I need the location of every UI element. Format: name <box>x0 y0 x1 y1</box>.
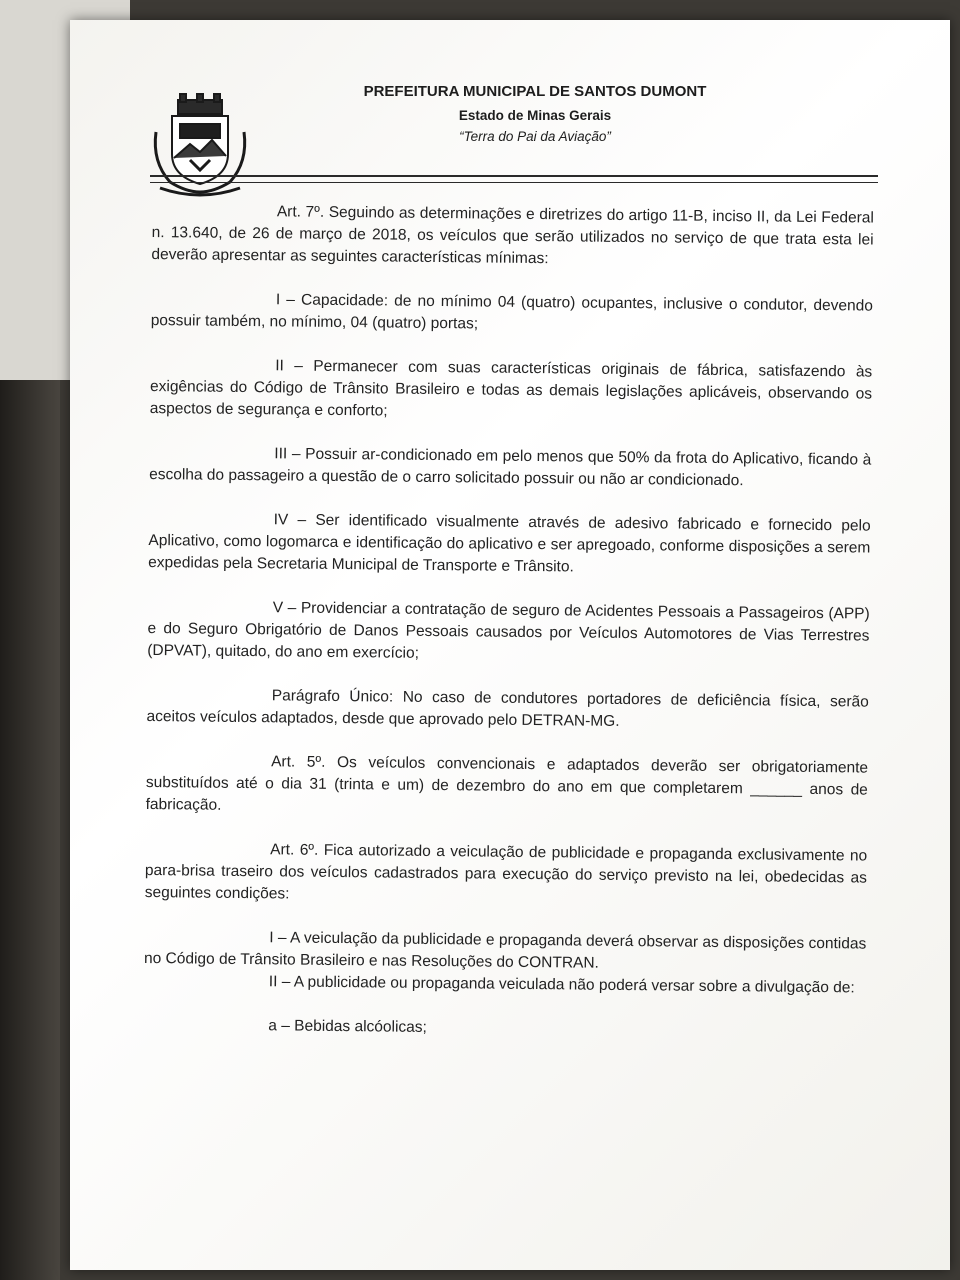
item-i-paragraph: I – Capacidade: de no mínimo 04 (quatro) ocupantes, inclusive o condutor, devendo possuir também, no mínimo, 04 (quatro) portas; <box>150 291 878 333</box>
item-iii-paragraph: III – Possuir ar-condicionado em pelo menos que 50% da frota do Aplicativo, ficando à escolha do passageiro a questão de o carro solicitado possuir ou não ar condicionado. <box>149 445 876 490</box>
art-5-paragraph: Art. 5º. Os veículos convencionais e adaptados deverão ser obrigatoriamente substituídos até o dia 31 (trinta e um) de dezembro do ano em que completarem ______ anos de fabricação. <box>145 753 873 814</box>
header-divider-thin <box>150 182 878 183</box>
municipality-title: PREFEITURA MUNICIPAL DE SANTOS DUMONT <box>363 83 707 100</box>
item-v-paragraph: V – Providenciar a contratação de seguro de Acidentes Pessoais a Passageiros (APP) e do Seguro Obrigatório de Danos Pessoais causados por Veículos Automotores de Vias Terrestres (DPVAT), quitado, do ano em exercício; <box>147 599 875 662</box>
item-a-paragraph: a – Bebidas alcóolicas; <box>268 1017 427 1036</box>
document-page <box>70 20 950 1270</box>
document-body <box>143 200 879 1066</box>
art-7-paragraph: Art. 7º. Seguindo as determinações e diretrizes do artigo 11-B, inciso II, da Lei Federal n. 13.640, de 26 de março de 2018, os veículos que serão utilizados no serviço de que trata esta lei deverão apresentar as seguintes características mínimas: <box>151 203 879 268</box>
item-ii-paragraph: II – Permanecer com suas características originais de fábrica, satisfazendo às exigências do Código de Trânsito Brasileiro e todas as demais legislações aplicáveis, observando os aspectos de segurança e conforto; <box>149 357 877 420</box>
document-header <box>320 82 750 144</box>
art-6-item-ii-paragraph: II – A publicidade ou propaganda veiculada não poderá versar sobre a divulgação de: <box>268 973 855 997</box>
municipal-coat-of-arms-icon <box>150 92 250 202</box>
single-paragraph: Parágrafo Único: No caso de condutores portadores de deficiência física, serão aceitos veículos adaptados, desde que aprovado pelo DETRAN-MG. <box>146 687 874 730</box>
city-motto: “Terra do Pai da Aviação” <box>459 129 611 144</box>
item-iv-paragraph: IV – Ser identificado visualmente através de adesivo fabricado e fornecido pelo Aplicativo, como logomarca e identificação do aplicativo e ser apregoado, conforme disposições a serem expedidas pela Secretaria Municipal de Transporte e Trânsito. <box>148 511 875 576</box>
state-name: Estado de Minas Gerais <box>458 108 612 123</box>
header-divider <box>150 175 878 177</box>
art-6-paragraph: Art. 6º. Fica autorizado a veiculação de publicidade e propaganda exclusivamente no para-brisa traseiro dos veículos cadastrados para execução do serviço previsto na lei, obedecidas as seguintes condições: <box>144 841 872 903</box>
art-6-item-i-paragraph: I – A veiculação da publicidade e propaganda deverá observar as disposições contidas no Código de Trânsito Brasileiro e nas Resoluções do CONTRAN. <box>143 929 871 972</box>
